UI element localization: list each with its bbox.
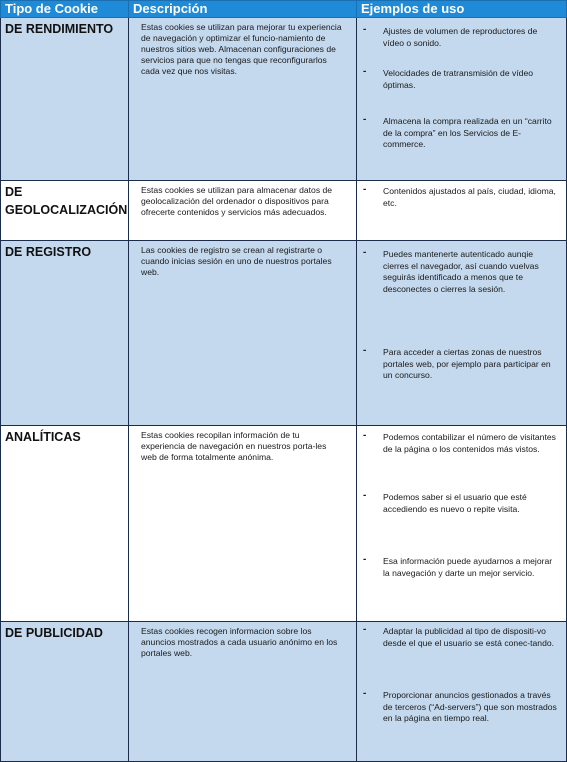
list-item [363, 249, 560, 295]
usage-text: Esa información puede ayudarnos a mejorar la navegación y darte un mejor servicio. [383, 556, 553, 578]
bullet-dash: - [363, 345, 367, 356]
cookie-type-cell: DE RENDIMIENTO [1, 18, 129, 181]
usage-text: Podemos contabilizar el número de visitantes de la página o los contenidos más vistos. [383, 432, 556, 454]
usage-text: Para acceder a ciertas zonas de nuestros portales web, por ejemplo para participar en un concurso. [383, 347, 551, 381]
list-item [363, 186, 560, 209]
description-cell [129, 426, 357, 622]
description-cell [129, 241, 357, 426]
usage-text: Podemos saber si el usuario que esté accediendo es nuevo o repite visita. [383, 492, 527, 514]
cookie-type-cell: ANALÍTICAS [1, 426, 129, 622]
usage-text: Proporcionar anuncios gestionados a través de terceros (“Ad-servers”) que son mostrados en la página en tiempo real. [383, 690, 557, 724]
usage-text: Contenidos ajustados al país, ciudad, idioma, etc. [383, 186, 556, 208]
description-text: Estas cookies recopilan información de tu experiencia de navegación en nuestros porta-les web de forma totalmente anónima. [141, 430, 327, 462]
usage-cell [357, 622, 567, 762]
list-item [363, 690, 560, 725]
list-item [363, 26, 560, 49]
header-usage-examples: Ejemplos de uso [357, 1, 567, 18]
description-text: Las cookies de registro se crean al registrarte o cuando inicias sesión en uno de nuestros portales web. [141, 245, 332, 277]
usage-text: Ajustes de volumen de reproductores de vídeo o sonido. [383, 26, 538, 48]
cookie-type-cell: DE REGISTRO [1, 241, 129, 426]
bullet-dash: - [363, 66, 367, 77]
table-row [1, 181, 567, 241]
list-item [363, 432, 560, 455]
description-text: Estas cookies se utilizan para almacenar datos de geolocalización del ordenador o dispositivos para ofrecerte contenidos y servicios más adecuados. [141, 185, 333, 217]
bullet-dash: - [363, 688, 367, 699]
bullet-dash: - [363, 430, 367, 441]
list-item [363, 116, 560, 151]
table-header-row [1, 1, 567, 18]
bullet-dash: - [363, 184, 367, 195]
cookie-type-cell: DE PUBLICIDAD [1, 622, 129, 762]
table-row [1, 18, 567, 181]
description-cell [129, 18, 357, 181]
list-item [363, 347, 560, 382]
description-cell [129, 622, 357, 762]
table-row [1, 426, 567, 622]
header-cookie-type: Tipo de Cookie [1, 1, 129, 18]
description-cell [129, 181, 357, 241]
description-text: Estas cookies recogen informacion sobre los anuncios mostrados a cada usuario anónimo en los portales web. [141, 626, 338, 658]
usage-text: Puedes mantenerte autenticado aunqie cierres el navegador, así cuando vuelvas seguirás identificado a menos que te desconectes o cierres la sesión. [383, 249, 539, 294]
bullet-dash: - [363, 114, 367, 125]
bullet-dash: - [363, 554, 367, 565]
description-text: Estas cookies se utilizan para mejorar tu experiencia de navegación y optimizar el funcio-namiento de nuestros sitios web. Almacenan configuraciones de servicios para que no tengas que reconfigurarlos cada vez que nos visitas. [141, 22, 342, 76]
table-row [1, 622, 567, 762]
list-item [363, 556, 560, 579]
usage-text: Velocidades de tratransmisión de vídeo óptimas. [383, 68, 534, 90]
list-item [363, 68, 560, 91]
table-row [1, 241, 567, 426]
list-item [363, 492, 560, 515]
bullet-dash: - [363, 24, 367, 35]
usage-cell [357, 18, 567, 181]
bullet-dash: - [363, 490, 367, 501]
cookie-type-cell: DE GEOLOCALIZACIÓN [1, 181, 129, 241]
usage-cell [357, 181, 567, 241]
bullet-dash: - [363, 624, 367, 635]
list-item [363, 626, 560, 649]
usage-cell [357, 426, 567, 622]
bullet-dash: - [363, 247, 367, 258]
header-description: Descripción [129, 1, 357, 18]
usage-cell [357, 241, 567, 426]
usage-text: Adaptar la publicidad al tipo de dispositi-vo desde el que el usuario se está conec-tando. [383, 626, 555, 648]
usage-text: Almacena la compra realizada en un “carrito de la compra” en los Servicios de E-commerce. [383, 116, 552, 150]
